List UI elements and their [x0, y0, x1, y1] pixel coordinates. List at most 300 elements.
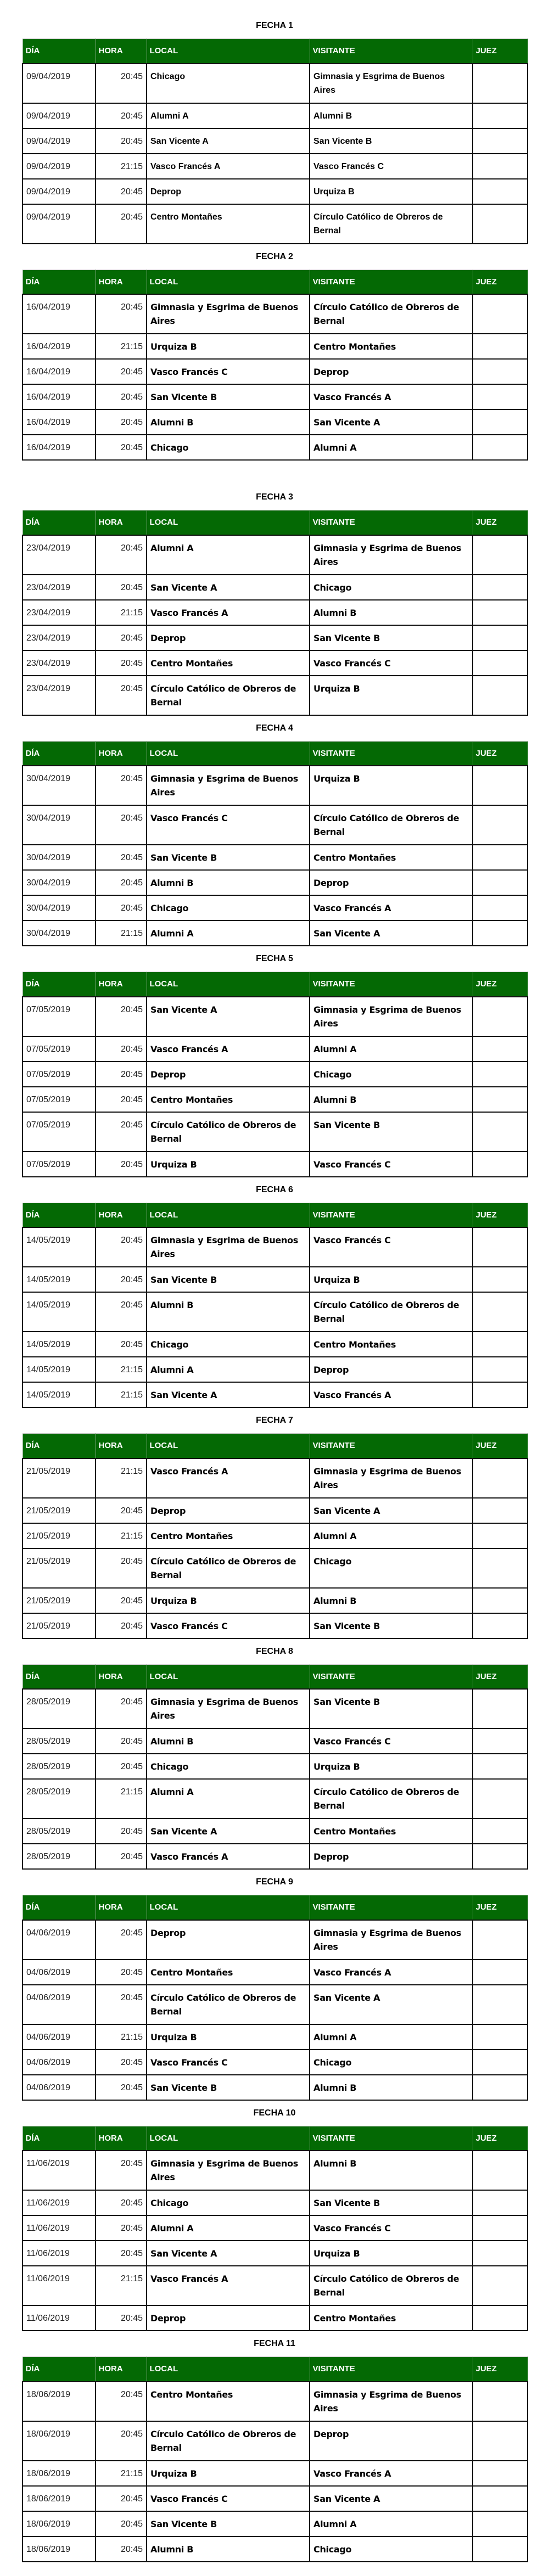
- home-team: Alumni A: [147, 921, 310, 946]
- home-team: Vasco Francés A: [147, 2266, 310, 2305]
- home-team: Urquiza B: [147, 2461, 310, 2486]
- match-row: [23, 1267, 528, 1292]
- table-header-row: [23, 39, 528, 64]
- match-row: [23, 895, 528, 921]
- fecha-section: [0, 1639, 549, 1870]
- fecha-title: FECHA 6: [256, 1185, 293, 1194]
- home-team: Alumni A: [147, 103, 310, 128]
- referee-cell: [473, 1548, 528, 1588]
- match-row: [23, 154, 528, 179]
- match-date: 04/06/2019: [23, 2050, 96, 2075]
- away-team: San Vicente B: [310, 1112, 473, 1152]
- match-row: [23, 1588, 528, 1613]
- match-date: 30/04/2019: [23, 921, 96, 946]
- match-date: 28/05/2019: [23, 1728, 96, 1754]
- match-time: 21:15: [96, 2024, 147, 2050]
- home-team: Alumni B: [147, 409, 310, 435]
- away-team: Alumni B: [310, 1588, 473, 1613]
- away-team: Deprop: [310, 870, 473, 895]
- match-date: 16/04/2019: [23, 359, 96, 384]
- match-date: 11/06/2019: [23, 2190, 96, 2215]
- home-team: San Vicente A: [147, 1819, 310, 1844]
- referee-cell: [473, 870, 528, 895]
- home-team: Vasco Francés A: [147, 1036, 310, 1062]
- column-header-dia: DÍA: [23, 1434, 96, 1458]
- home-team: Gimnasia y Esgrima de Buenos Aires: [147, 294, 310, 334]
- match-row: [23, 575, 528, 600]
- away-team: Círculo Católico de Obreros de Bernal: [310, 204, 473, 244]
- away-team: San Vicente A: [310, 1985, 473, 2024]
- away-team: Chicago: [310, 1548, 473, 1588]
- referee-cell: [473, 1458, 528, 1498]
- match-time: 21:15: [96, 2461, 147, 2486]
- column-header-juez: JUEZ: [473, 1664, 528, 1689]
- match-row: [23, 2190, 528, 2215]
- match-time: 20:45: [96, 1754, 147, 1779]
- table-header-row: [23, 270, 528, 294]
- referee-cell: [473, 1267, 528, 1292]
- match-date: 07/05/2019: [23, 997, 96, 1036]
- away-team: Urquiza B: [310, 2241, 473, 2266]
- match-row: [23, 1779, 528, 1819]
- match-date: 28/05/2019: [23, 1754, 96, 1779]
- home-team: Gimnasia y Esgrima de Buenos Aires: [147, 1689, 310, 1728]
- match-row: [23, 1754, 528, 1779]
- match-row: [23, 2461, 528, 2486]
- fixture-table: [22, 972, 528, 1177]
- match-time: 20:45: [96, 1087, 147, 1112]
- home-team: Deprop: [147, 1498, 310, 1523]
- fecha-title: FECHA 7: [256, 1416, 293, 1425]
- home-team: Alumni B: [147, 1728, 310, 1754]
- fecha-title: FECHA 2: [256, 251, 293, 261]
- match-date: 16/04/2019: [23, 294, 96, 334]
- match-date: 23/04/2019: [23, 575, 96, 600]
- fecha-title: FECHA 8: [256, 1646, 293, 1656]
- column-header-local: LOCAL: [147, 1895, 310, 1920]
- away-team: Vasco Francés A: [310, 895, 473, 921]
- column-header-visitante: VISITANTE: [310, 972, 473, 997]
- match-time: 20:45: [96, 2241, 147, 2266]
- match-row: [23, 1062, 528, 1087]
- match-date: 23/04/2019: [23, 676, 96, 715]
- match-row: [23, 1152, 528, 1177]
- referee-cell: [473, 64, 528, 103]
- home-team: Deprop: [147, 625, 310, 650]
- column-header-juez: JUEZ: [473, 39, 528, 64]
- match-date: 18/06/2019: [23, 2486, 96, 2511]
- match-date: 21/05/2019: [23, 1458, 96, 1498]
- away-team: Urquiza B: [310, 1754, 473, 1779]
- match-date: 11/06/2019: [23, 2266, 96, 2305]
- referee-cell: [473, 1292, 528, 1332]
- match-date: 04/06/2019: [23, 2024, 96, 2050]
- referee-cell: [473, 2511, 528, 2536]
- referee-cell: [473, 1382, 528, 1407]
- match-time: 20:45: [96, 535, 147, 575]
- match-time: 20:45: [96, 1152, 147, 1177]
- column-header-visitante: VISITANTE: [310, 1664, 473, 1689]
- match-time: 20:45: [96, 1844, 147, 1869]
- fixture-table: [22, 1203, 528, 1408]
- home-team: Deprop: [147, 1920, 310, 1960]
- match-time: 20:45: [96, 845, 147, 870]
- referee-cell: [473, 359, 528, 384]
- match-row: [23, 204, 528, 244]
- match-date: 28/05/2019: [23, 1819, 96, 1844]
- column-header-hora: HORA: [96, 1203, 147, 1227]
- fecha-title: FECHA 4: [256, 723, 293, 733]
- match-row: [23, 2305, 528, 2331]
- referee-cell: [473, 1036, 528, 1062]
- match-row: [23, 1960, 528, 1985]
- home-team: Alumni B: [147, 2536, 310, 2562]
- home-team: Círculo Católico de Obreros de Bernal: [147, 1112, 310, 1152]
- away-team: Alumni A: [310, 1523, 473, 1548]
- match-time: 20:45: [96, 1689, 147, 1728]
- referee-cell: [473, 1728, 528, 1754]
- referee-cell: [473, 1087, 528, 1112]
- match-date: 14/05/2019: [23, 1357, 96, 1382]
- away-team: Chicago: [310, 2050, 473, 2075]
- referee-cell: [473, 1588, 528, 1613]
- fecha-section: [0, 244, 549, 461]
- column-header-visitante: VISITANTE: [310, 510, 473, 535]
- match-date: 07/05/2019: [23, 1152, 96, 1177]
- fecha-section: [0, 946, 549, 1177]
- home-team: Centro Montañes: [147, 1087, 310, 1112]
- match-date: 14/05/2019: [23, 1267, 96, 1292]
- away-team: Círculo Católico de Obreros de Bernal: [310, 1779, 473, 1819]
- away-team: Alumni A: [310, 2024, 473, 2050]
- away-team: Gimnasia y Esgrima de Buenos Aires: [310, 997, 473, 1036]
- match-row: [23, 2266, 528, 2305]
- match-time: 21:15: [96, 334, 147, 359]
- match-time: 20:45: [96, 204, 147, 244]
- table-header-row: [23, 1434, 528, 1458]
- table-header-row: [23, 2126, 528, 2151]
- match-row: [23, 2241, 528, 2266]
- referee-cell: [473, 2266, 528, 2305]
- home-team: Alumni B: [147, 1292, 310, 1332]
- home-team: Vasco Francés C: [147, 1613, 310, 1638]
- column-header-hora: HORA: [96, 270, 147, 294]
- match-date: 21/05/2019: [23, 1523, 96, 1548]
- match-row: [23, 359, 528, 384]
- home-team: Vasco Francés C: [147, 359, 310, 384]
- home-team: San Vicente B: [147, 1267, 310, 1292]
- column-header-local: LOCAL: [147, 510, 310, 535]
- home-team: Alumni A: [147, 1357, 310, 1382]
- match-date: 11/06/2019: [23, 2151, 96, 2190]
- away-team: Deprop: [310, 1844, 473, 1869]
- table-header-row: [23, 510, 528, 535]
- match-time: 20:45: [96, 1728, 147, 1754]
- home-team: Chicago: [147, 1332, 310, 1357]
- match-row: [23, 2024, 528, 2050]
- referee-cell: [473, 1523, 528, 1548]
- referee-cell: [473, 384, 528, 409]
- match-time: 20:45: [96, 359, 147, 384]
- fecha-title: FECHA 10: [253, 2108, 296, 2118]
- away-team: Alumni B: [310, 600, 473, 625]
- fecha-section: [0, 1177, 549, 1408]
- column-header-visitante: VISITANTE: [310, 1203, 473, 1227]
- match-date: 23/04/2019: [23, 535, 96, 575]
- match-time: 20:45: [96, 2215, 147, 2241]
- match-row: [23, 2421, 528, 2461]
- match-time: 21:15: [96, 1458, 147, 1498]
- fecha-section: [0, 485, 549, 716]
- match-date: 21/05/2019: [23, 1588, 96, 1613]
- home-team: Vasco Francés A: [147, 1458, 310, 1498]
- away-team: Círculo Católico de Obreros de Bernal: [310, 805, 473, 845]
- away-team: Urquiza B: [310, 179, 473, 204]
- away-team: Vasco Francés C: [310, 1227, 473, 1267]
- match-row: [23, 1920, 528, 1960]
- table-header-row: [23, 741, 528, 766]
- match-date: 09/04/2019: [23, 103, 96, 128]
- referee-cell: [473, 1613, 528, 1638]
- column-header-local: LOCAL: [147, 1203, 310, 1227]
- referee-cell: [473, 2050, 528, 2075]
- match-time: 20:45: [96, 1036, 147, 1062]
- home-team: Centro Montañes: [147, 1523, 310, 1548]
- match-row: [23, 334, 528, 359]
- match-date: 07/05/2019: [23, 1036, 96, 1062]
- referee-cell: [473, 2075, 528, 2100]
- home-team: Círculo Católico de Obreros de Bernal: [147, 676, 310, 715]
- referee-cell: [473, 997, 528, 1036]
- match-date: 28/05/2019: [23, 1844, 96, 1869]
- referee-cell: [473, 2241, 528, 2266]
- match-time: 20:45: [96, 1292, 147, 1332]
- match-time: 20:45: [96, 1920, 147, 1960]
- match-row: [23, 805, 528, 845]
- referee-cell: [473, 1844, 528, 1869]
- column-header-dia: DÍA: [23, 741, 96, 766]
- column-header-juez: JUEZ: [473, 270, 528, 294]
- match-time: 20:45: [96, 1112, 147, 1152]
- match-time: 20:45: [96, 1332, 147, 1357]
- away-team: Urquiza B: [310, 766, 473, 805]
- home-team: San Vicente A: [147, 575, 310, 600]
- match-row: [23, 2486, 528, 2511]
- match-row: [23, 870, 528, 895]
- match-row: [23, 179, 528, 204]
- away-team: Círculo Católico de Obreros de Bernal: [310, 294, 473, 334]
- column-header-hora: HORA: [96, 2357, 147, 2382]
- match-time: 20:45: [96, 409, 147, 435]
- away-team: Vasco Francés A: [310, 1382, 473, 1407]
- match-time: 20:45: [96, 805, 147, 845]
- column-header-juez: JUEZ: [473, 741, 528, 766]
- match-date: 04/06/2019: [23, 1985, 96, 2024]
- table-header-row: [23, 1203, 528, 1227]
- referee-cell: [473, 1960, 528, 1985]
- fixture-table: [22, 2126, 528, 2332]
- match-time: 20:45: [96, 1960, 147, 1985]
- away-team: Gimnasia y Esgrima de Buenos Aires: [310, 1458, 473, 1498]
- match-date: 21/05/2019: [23, 1613, 96, 1638]
- referee-cell: [473, 676, 528, 715]
- column-header-dia: DÍA: [23, 1895, 96, 1920]
- referee-cell: [473, 625, 528, 650]
- match-time: 20:45: [96, 575, 147, 600]
- match-row: [23, 1112, 528, 1152]
- match-row: [23, 1498, 528, 1523]
- match-row: [23, 1728, 528, 1754]
- column-header-hora: HORA: [96, 2126, 147, 2151]
- away-team: Gimnasia y Esgrima de Buenos Aires: [310, 64, 473, 103]
- column-header-juez: JUEZ: [473, 1434, 528, 1458]
- match-time: 20:45: [96, 997, 147, 1036]
- away-team: San Vicente B: [310, 1613, 473, 1638]
- match-date: 30/04/2019: [23, 895, 96, 921]
- column-header-dia: DÍA: [23, 2126, 96, 2151]
- referee-cell: [473, 2486, 528, 2511]
- home-team: Gimnasia y Esgrima de Buenos Aires: [147, 766, 310, 805]
- column-header-dia: DÍA: [23, 39, 96, 64]
- fecha-section: [0, 716, 549, 947]
- match-row: [23, 2050, 528, 2075]
- column-header-local: LOCAL: [147, 39, 310, 64]
- home-team: Círculo Católico de Obreros de Bernal: [147, 2421, 310, 2461]
- match-row: [23, 1227, 528, 1267]
- away-team: Alumni A: [310, 1036, 473, 1062]
- away-team: San Vicente B: [310, 128, 473, 154]
- match-date: 09/04/2019: [23, 128, 96, 154]
- home-team: Vasco Francés C: [147, 2486, 310, 2511]
- match-date: 23/04/2019: [23, 625, 96, 650]
- match-date: 28/05/2019: [23, 1689, 96, 1728]
- match-time: 20:45: [96, 1267, 147, 1292]
- match-time: 21:15: [96, 2266, 147, 2305]
- fixture-table: [22, 1895, 528, 2101]
- home-team: Gimnasia y Esgrima de Buenos Aires: [147, 1227, 310, 1267]
- away-team: Vasco Francés C: [310, 650, 473, 676]
- fixture-table: [22, 1664, 528, 1870]
- column-header-visitante: VISITANTE: [310, 2357, 473, 2382]
- home-team: Círculo Católico de Obreros de Bernal: [147, 1548, 310, 1588]
- match-row: [23, 676, 528, 715]
- referee-cell: [473, 921, 528, 946]
- referee-cell: [473, 2305, 528, 2331]
- column-header-hora: HORA: [96, 1664, 147, 1689]
- home-team: Centro Montañes: [147, 204, 310, 244]
- referee-cell: [473, 1920, 528, 1960]
- fixture-table: [22, 1433, 528, 1639]
- home-team: Urquiza B: [147, 2024, 310, 2050]
- match-row: [23, 384, 528, 409]
- away-team: Gimnasia y Esgrima de Buenos Aires: [310, 2382, 473, 2421]
- away-team: Vasco Francés C: [310, 1728, 473, 1754]
- home-team: Círculo Católico de Obreros de Bernal: [147, 1985, 310, 2024]
- column-header-juez: JUEZ: [473, 972, 528, 997]
- referee-cell: [473, 1689, 528, 1728]
- match-date: 21/05/2019: [23, 1548, 96, 1588]
- match-date: 09/04/2019: [23, 64, 96, 103]
- home-team: Vasco Francés C: [147, 805, 310, 845]
- match-time: 20:45: [96, 294, 147, 334]
- referee-cell: [473, 1332, 528, 1357]
- away-team: Alumni A: [310, 435, 473, 460]
- referee-cell: [473, 2461, 528, 2486]
- match-row: [23, 2151, 528, 2190]
- home-team: Centro Montañes: [147, 2382, 310, 2421]
- match-row: [23, 600, 528, 625]
- match-time: 21:15: [96, 1779, 147, 1819]
- away-team: Gimnasia y Esgrima de Buenos Aires: [310, 1920, 473, 1960]
- away-team: Vasco Francés A: [310, 384, 473, 409]
- fecha-section: [0, 1408, 549, 1639]
- match-date: 16/04/2019: [23, 384, 96, 409]
- match-date: 30/04/2019: [23, 845, 96, 870]
- match-row: [23, 625, 528, 650]
- home-team: Centro Montañes: [147, 1960, 310, 1985]
- away-team: Urquiza B: [310, 1267, 473, 1292]
- match-time: 20:45: [96, 2151, 147, 2190]
- match-time: 20:45: [96, 2305, 147, 2331]
- match-row: [23, 1689, 528, 1728]
- home-team: Chicago: [147, 64, 310, 103]
- referee-cell: [473, 103, 528, 128]
- away-team: Alumni B: [310, 2151, 473, 2190]
- match-time: 20:45: [96, 384, 147, 409]
- match-time: 20:45: [96, 2050, 147, 2075]
- referee-cell: [473, 1357, 528, 1382]
- home-team: Vasco Francés A: [147, 600, 310, 625]
- away-team: Vasco Francés C: [310, 154, 473, 179]
- match-row: [23, 1458, 528, 1498]
- referee-cell: [473, 535, 528, 575]
- match-date: 30/04/2019: [23, 805, 96, 845]
- referee-cell: [473, 895, 528, 921]
- match-time: 20:45: [96, 2382, 147, 2421]
- home-team: Chicago: [147, 435, 310, 460]
- match-row: [23, 1357, 528, 1382]
- referee-cell: [473, 2215, 528, 2241]
- column-header-hora: HORA: [96, 510, 147, 535]
- match-date: 16/04/2019: [23, 334, 96, 359]
- table-header-row: [23, 1895, 528, 1920]
- away-team: Vasco Francés C: [310, 2215, 473, 2241]
- referee-cell: [473, 294, 528, 334]
- match-time: 20:45: [96, 2536, 147, 2562]
- home-team: San Vicente B: [147, 384, 310, 409]
- match-time: 20:45: [96, 766, 147, 805]
- column-header-hora: HORA: [96, 1895, 147, 1920]
- match-row: [23, 535, 528, 575]
- referee-cell: [473, 2024, 528, 2050]
- away-team: Círculo Católico de Obreros de Bernal: [310, 1292, 473, 1332]
- match-row: [23, 845, 528, 870]
- match-date: 18/06/2019: [23, 2461, 96, 2486]
- column-header-dia: DÍA: [23, 972, 96, 997]
- away-team: Deprop: [310, 2421, 473, 2461]
- table-header-row: [23, 972, 528, 997]
- column-header-juez: JUEZ: [473, 2357, 528, 2382]
- match-time: 21:15: [96, 1382, 147, 1407]
- match-date: 21/05/2019: [23, 1498, 96, 1523]
- match-date: 16/04/2019: [23, 409, 96, 435]
- match-time: 20:45: [96, 2486, 147, 2511]
- match-row: [23, 1548, 528, 1588]
- column-header-dia: DÍA: [23, 2357, 96, 2382]
- fecha-title: FECHA 1: [256, 21, 293, 30]
- away-team: San Vicente A: [310, 921, 473, 946]
- match-row: [23, 766, 528, 805]
